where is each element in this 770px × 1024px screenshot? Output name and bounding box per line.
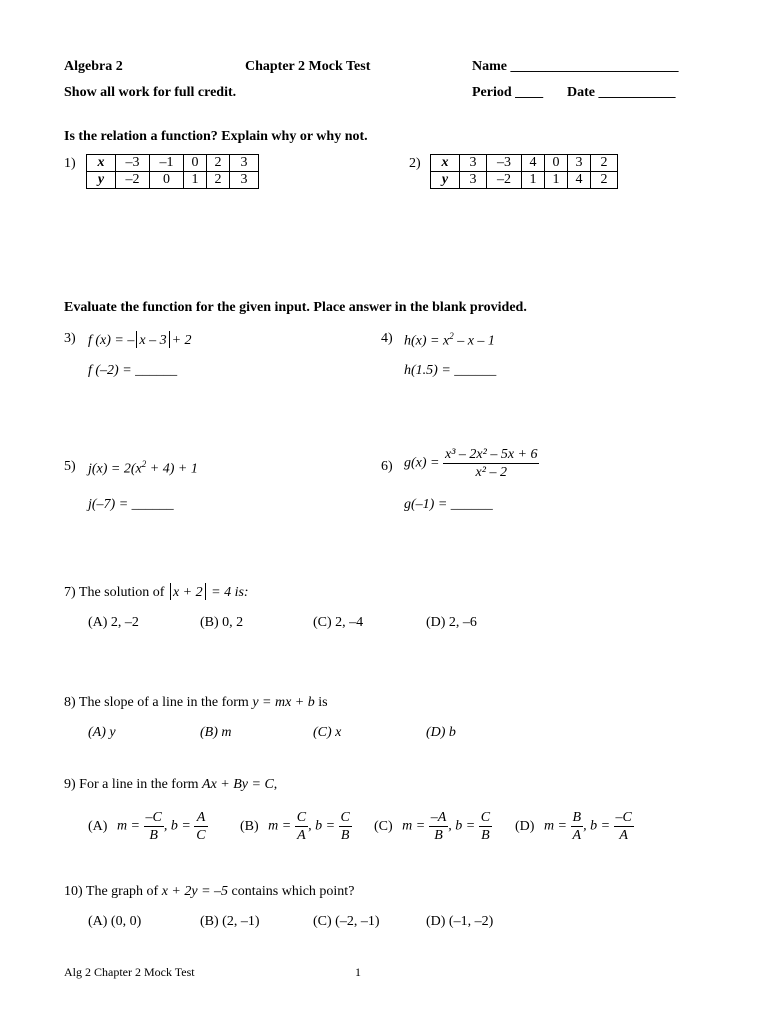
q3-answer-blank: f (–2) = ______ xyxy=(88,363,178,378)
table-cell: 1 xyxy=(522,172,545,189)
abs-bar-right xyxy=(169,331,170,348)
m-fraction xyxy=(429,809,449,844)
q3-rhs: + 2 xyxy=(171,333,192,348)
q9-choice-d[interactable] xyxy=(515,809,634,844)
m-fraction xyxy=(295,809,308,844)
q8-choice-b[interactable]: (B) m xyxy=(200,725,232,740)
q8-prompt-b: is xyxy=(318,695,328,710)
q7-abs: x + 2 xyxy=(172,585,203,600)
date-field xyxy=(567,85,676,101)
b-denominator: B xyxy=(481,828,490,843)
q7-choice-c[interactable]: (C) 2, –4 xyxy=(313,615,364,630)
table-cell: 4 xyxy=(568,172,591,189)
section1-heading: Is the relation a function? Explain why or why not. xyxy=(64,129,368,144)
b-equals: , b = xyxy=(448,818,476,834)
table-cell: 4 xyxy=(522,155,545,172)
abs-bar-left xyxy=(170,583,171,600)
table-cell: 3 xyxy=(460,172,487,189)
q4-lhs: h(x) = x xyxy=(404,333,450,349)
b-equals: , b = xyxy=(583,818,611,834)
q6-denominator: x² – 2 xyxy=(475,465,507,480)
m-equals: m = xyxy=(268,818,292,834)
q8-choice-d[interactable]: (D) b xyxy=(426,725,456,740)
q10-choice-b[interactable]: (B) (2, –1) xyxy=(200,914,260,929)
b-equals: , b = xyxy=(163,818,191,834)
q1-relation-table xyxy=(86,154,259,189)
table-cell: 1 xyxy=(184,172,207,189)
m-numerator: –C xyxy=(145,810,162,825)
table-cell: 3 xyxy=(230,155,259,172)
table-cell: 0 xyxy=(545,155,568,172)
b-fraction xyxy=(194,809,207,844)
q2-y-label: y xyxy=(431,172,460,189)
section2-heading: Evaluate the function for the given input. Place answer in the blank provided. xyxy=(64,300,527,315)
q10-choice-c[interactable]: (C) (–2, –1) xyxy=(313,914,380,929)
test-title: Chapter 2 Mock Test xyxy=(245,59,371,74)
table-cell: 0 xyxy=(184,155,207,172)
q2-x-label: x xyxy=(431,155,460,172)
q5-answer-blank: j(–7) = ______ xyxy=(88,497,174,512)
q4-rhs: – x – 1 xyxy=(453,333,495,349)
b-equals: , b = xyxy=(308,818,336,834)
table-cell: 3 xyxy=(460,155,487,172)
b-fraction xyxy=(339,809,352,844)
q3-function xyxy=(88,331,192,349)
q7-prompt xyxy=(64,583,249,601)
course-title: Algebra 2 xyxy=(64,59,123,74)
q2-relation-table xyxy=(430,154,618,189)
m-numerator: B xyxy=(572,810,582,825)
q9-choice-b[interactable] xyxy=(240,809,352,844)
q1-number: 1) xyxy=(64,156,76,171)
q4-function xyxy=(404,331,495,350)
q7-choice-d[interactable]: (D) 2, –6 xyxy=(426,615,477,630)
m-fraction xyxy=(144,809,164,844)
table-cell: 3 xyxy=(568,155,591,172)
b-numerator: –C xyxy=(615,810,632,825)
q4-answer-blank: h(1.5) = ______ xyxy=(404,363,497,378)
q1-x-row xyxy=(87,155,259,172)
q7-choice-b[interactable]: (B) 0, 2 xyxy=(200,615,244,630)
q7-prompt-a: 7) The solution of xyxy=(64,585,165,600)
q10-choice-d[interactable]: (D) (–1, –2) xyxy=(426,914,494,929)
q3-number: 3) xyxy=(64,331,76,346)
page-number: 1 xyxy=(355,965,361,979)
q9-prompt-a: 9) For a line in the form xyxy=(64,777,199,792)
q9-prompt xyxy=(64,777,277,793)
b-denominator: A xyxy=(619,828,628,843)
q10-prompt-b: contains which point? xyxy=(231,884,355,899)
b-numerator: A xyxy=(194,809,207,827)
table-cell: 2 xyxy=(207,155,230,172)
period-field xyxy=(472,85,543,101)
table-cell: –2 xyxy=(487,172,522,189)
q9-equation: Ax + By = C xyxy=(202,777,274,792)
q9-prompt-b: , xyxy=(273,777,278,792)
q9-choice-a[interactable] xyxy=(88,809,208,844)
q6-lhs: g(x) = xyxy=(404,455,440,471)
abs-bar-right xyxy=(205,583,206,600)
q4-number: 4) xyxy=(381,331,393,346)
q1-y-label: y xyxy=(87,172,116,189)
b-numerator: C xyxy=(480,810,491,825)
choice-label: (A) xyxy=(88,818,108,834)
b-denominator: B xyxy=(340,828,350,843)
q6-fraction xyxy=(443,446,539,481)
q10-prompt-a: 10) The graph of xyxy=(64,884,159,899)
table-cell: 2 xyxy=(591,172,618,189)
q10-prompt xyxy=(64,884,354,900)
b-fraction xyxy=(479,809,492,844)
table-cell: –3 xyxy=(487,155,522,172)
q6-numerator: x³ – 2x² – 5x + 6 xyxy=(445,447,538,462)
table-cell: 2 xyxy=(207,172,230,189)
b-fraction xyxy=(614,809,634,844)
m-equals: m = xyxy=(543,818,567,834)
choice-label: (D) xyxy=(515,818,535,834)
q8-prompt xyxy=(64,695,328,711)
q2-number: 2) xyxy=(409,156,421,171)
table-cell: –2 xyxy=(116,172,150,189)
table-cell: 0 xyxy=(150,172,184,189)
q8-choice-c[interactable]: (C) x xyxy=(313,725,342,740)
q4-exp: 2 xyxy=(449,331,454,341)
q10-equation: x + 2y = –5 xyxy=(161,884,229,899)
b-denominator: C xyxy=(196,828,206,843)
q5-function xyxy=(88,459,198,478)
q8-equation: y = mx + b xyxy=(252,695,315,710)
q8-choice-a[interactable]: (A) y xyxy=(88,725,116,740)
m-denominator: B xyxy=(434,828,443,843)
q9-choice-c[interactable] xyxy=(374,809,492,844)
table-cell: 1 xyxy=(545,172,568,189)
name-label: Name xyxy=(472,59,507,74)
period-label: Period xyxy=(472,85,512,100)
q5-number: 5) xyxy=(64,459,76,474)
m-equals: m = xyxy=(402,818,426,834)
q5-rhs: + 4) + 1 xyxy=(146,461,198,477)
m-numerator: –A xyxy=(430,810,447,825)
q3-abs: x – 3 xyxy=(139,333,167,348)
q2-x-row xyxy=(431,155,618,172)
date-blank: ___________ xyxy=(598,85,676,100)
q7-choice-a[interactable]: (A) 2, –2 xyxy=(88,615,139,630)
q6-function xyxy=(404,446,539,481)
table-cell: 2 xyxy=(591,155,618,172)
period-blank: ____ xyxy=(515,85,544,100)
b-numerator: C xyxy=(340,810,350,825)
m-denominator: A xyxy=(572,828,582,843)
name-blank: ________________________ xyxy=(510,59,679,74)
q6-answer-blank: g(–1) = ______ xyxy=(404,497,493,512)
m-numerator: C xyxy=(296,810,307,825)
m-denominator: A xyxy=(297,828,306,843)
abs-bar-left xyxy=(136,331,137,348)
instructions: Show all work for full credit. xyxy=(64,85,237,100)
table-cell: –3 xyxy=(116,155,150,172)
m-equals: m = xyxy=(116,818,140,834)
q5-exp: 2 xyxy=(141,459,147,469)
q3-lhs: f (x) = – xyxy=(88,333,135,348)
choice-label: (C) xyxy=(374,818,393,834)
m-fraction xyxy=(571,809,584,844)
choice-label: (B) xyxy=(240,818,259,834)
q6-number: 6) xyxy=(381,459,393,474)
q5-lhs: j(x) = 2(x xyxy=(88,461,142,477)
m-denominator: B xyxy=(149,828,158,843)
q8-prompt-a: 8) The slope of a line in the form xyxy=(64,695,249,710)
q1-x-label: x xyxy=(87,155,116,172)
date-label: Date xyxy=(567,85,595,100)
q2-y-row xyxy=(431,172,618,189)
q1-y-row xyxy=(87,172,259,189)
footer-title: Alg 2 Chapter 2 Mock Test xyxy=(64,965,195,979)
q10-choice-a[interactable]: (A) (0, 0) xyxy=(88,914,142,929)
table-cell: –1 xyxy=(150,155,184,172)
table-cell: 3 xyxy=(230,172,259,189)
q7-prompt-b: = 4 is: xyxy=(211,585,249,600)
name-field xyxy=(472,59,679,75)
